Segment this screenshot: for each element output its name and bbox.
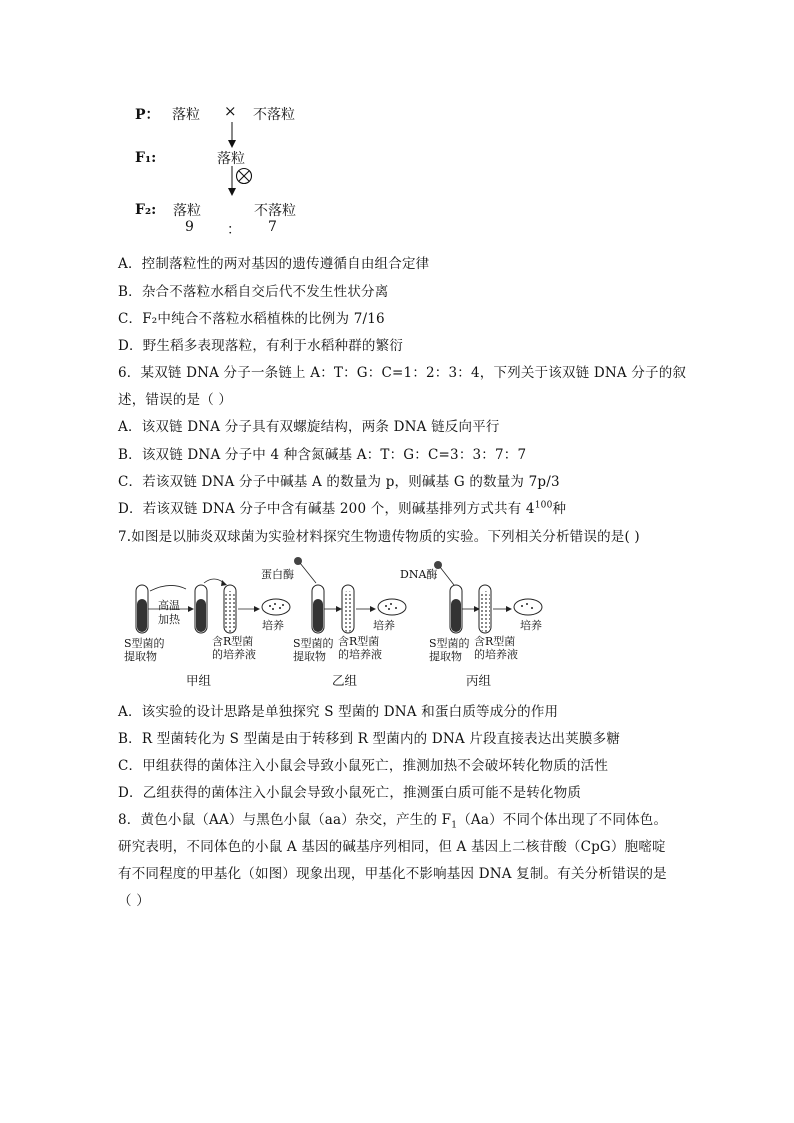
group-a-extract-label-1: S型菌的 [124,637,165,650]
group-a-culture-label-2: 的培养液 [212,648,256,661]
q6-option-c: C．若该双链 DNA 分子中碱基 A 的数量为 p，则碱基 G 的数量为 7p/3 [118,474,560,490]
q7-option-b: B．R 型菌转化为 S 型菌是由于转移到 R 型菌内的 DNA 片段直接表达出荚膜多糖 [118,731,621,747]
dnase-label: DNA酶 [400,568,438,581]
group-b-culture-action: 培养 [373,619,395,632]
down-arrow-icon [224,122,240,148]
q8-stem-line1-subscript: 1 [451,820,458,831]
q7-option-a: A．该实验的设计思路是单独探究 S 型菌的 DNA 和蛋白质等成分的作用 [118,704,559,720]
p-right-phenotype: 不落粒 [253,107,295,123]
q8-stem-line2: 研究表明，不同体色的小鼠 A 基因的碱基序列相同，但 A 基因上二核苷酸（CpG）胞嘧啶 [118,839,666,855]
group-c-culture-label-1: 含R型菌 [474,635,516,648]
q8-stem-line1 [118,808,667,831]
group-c-culture-action: 培养 [520,619,542,632]
group-b-culture-label-2: 的培养液 [338,648,382,661]
heat-label-2: 加热 [158,613,180,626]
group-a-extract-label-2: 提取物 [124,650,157,663]
group-c-extract-label-2: 提取物 [429,650,462,663]
group-a-culture-label-1: 含R型菌 [212,635,254,648]
protease-label: 蛋白酶 [261,568,294,581]
q8-stem-line4: （ ） [118,893,150,909]
group-a-label: 甲组 [186,673,212,688]
q5-option-d: D．野生稻多表现落粒，有利于水稻种群的繁衍 [118,338,404,354]
ratio-left: 9 [185,219,194,235]
q6-option-b: B．该双链 DNA 分子中 4 种含氮碱基 A：T：G：C=3：3：7：7 [118,447,527,463]
q8-stem-line3: 有不同程度的甲基化（如图）现象出现，甲基化不影响基因 DNA 复制。有关分析错误的是 [118,866,667,882]
ratio-separator: ： [227,222,241,238]
q6-option-d [118,497,566,517]
q5-option-c: C．F₂中纯合不落粒水稻植株的比例为 7/16 [118,311,385,327]
ratio-right: 7 [268,219,277,235]
q8-stem-line1-prefix: 8．黄色小鼠（AA）与黑色小鼠（aa）杂交，产生的 F [118,812,452,828]
q6-stem-line1: 6．某双链 DNA 分子一条链上 A：T：G：C=1：2：3：4，下列关于该双链 DNA 分子的叙 [118,365,687,381]
q6-option-d-prefix: D．若该双链 DNA 分子中含有碱基 200 个，则碱基排列方式共有 4 [118,501,535,517]
heat-label-1: 高温 [158,599,180,612]
group-b-label: 乙组 [332,673,358,688]
f1-label: F₁: [135,150,157,166]
f2-label: F₂: [135,202,157,218]
q6-option-a: A．该双链 DNA 分子具有双螺旋结构，两条 DNA 链反向平行 [118,419,500,435]
q6-stem-line2: 述，错误的是（ ） [118,392,233,408]
group-b-extract-label-1: S型菌的 [293,637,334,650]
q7-option-d: D．乙组获得的菌体注入小鼠会导致小鼠死亡，推测蛋白质可能不是转化物质 [118,785,582,801]
q6-option-d-suffix: 种 [552,501,567,517]
group-a-culture-action: 培养 [262,619,284,632]
selfing-symbol-icon [234,166,254,186]
group-c-culture-label-2: 的培养液 [474,648,518,661]
group-b-extract-label-2: 提取物 [293,650,326,663]
group-c-label: 丙组 [466,673,492,688]
cross-sign: × [224,102,237,120]
q7-stem: 7.如图是以肺炎双球菌为实验材料探究生物遗传物质的实验。下列相关分析错误的是( ) [118,529,640,545]
group-b-culture-label-1: 含R型菌 [338,635,380,648]
p-left-phenotype: 落粒 [172,107,200,123]
q6-option-d-exponent: 100 [534,500,553,511]
q7-option-c: C．甲组获得的菌体注入小鼠会导致小鼠死亡，推测加热不会破坏转化物质的活性 [118,758,609,774]
p-label: P： [135,107,160,123]
q8-stem-line1-suffix: （Aa）不同个体出现了不同体色。 [457,812,668,828]
f2-right-phenotype: 不落粒 [254,203,296,219]
f2-left-phenotype: 落粒 [173,203,201,219]
f1-phenotype: 落粒 [217,151,245,167]
group-c-extract-label-1: S型菌的 [429,637,470,650]
q5-option-a: A．控制落粒性的两对基因的遗传遵循自由组合定律 [118,256,430,272]
q5-option-b: B．杂合不落粒水稻自交后代不发生性状分离 [118,284,389,300]
